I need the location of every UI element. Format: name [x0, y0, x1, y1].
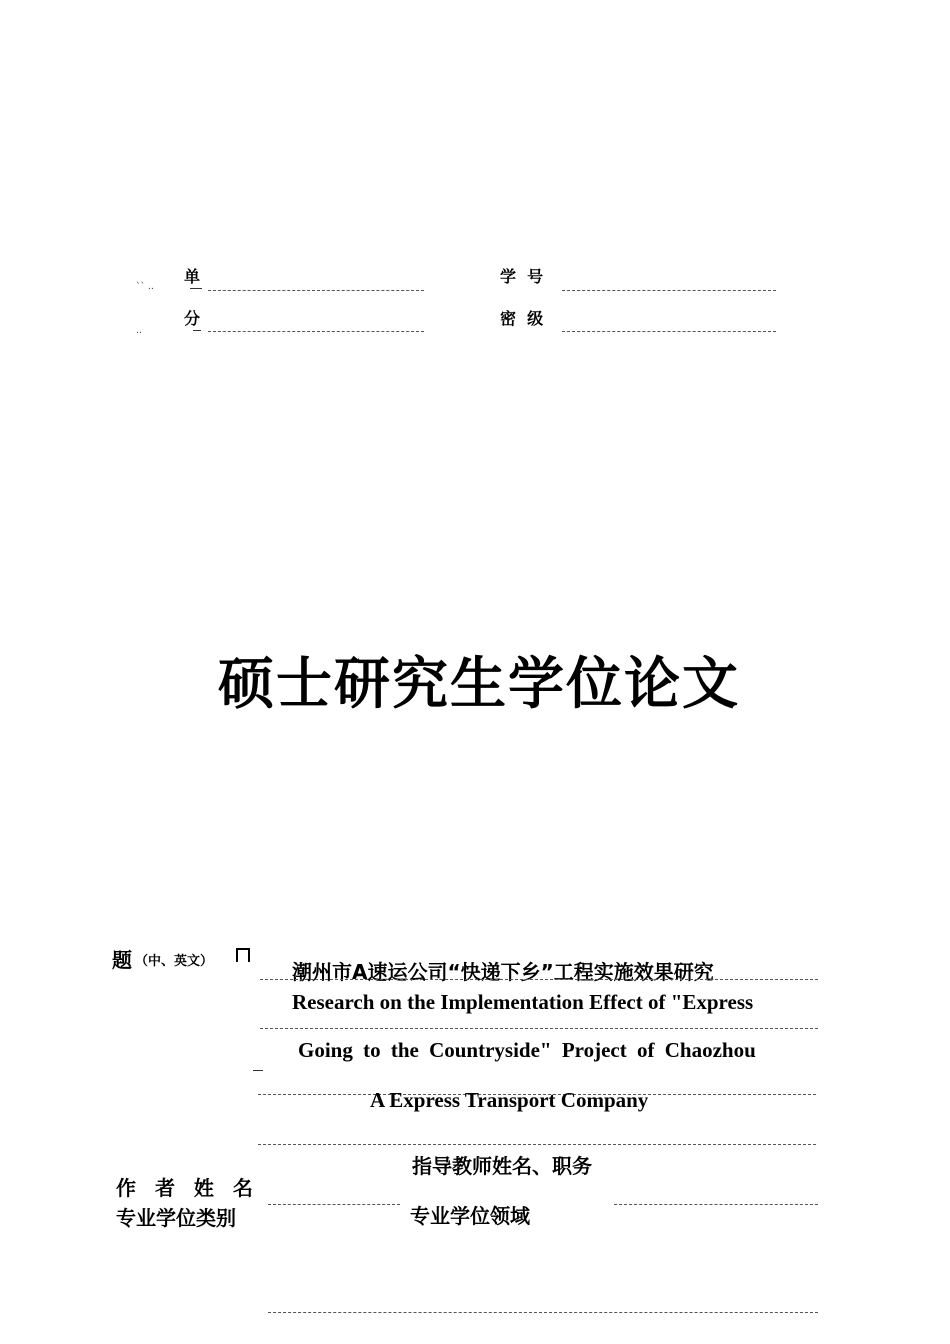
advisor-line	[614, 1204, 818, 1205]
advisor-label: 指导教师姓名、职务	[412, 1154, 592, 1178]
title-en-line-3: A Express Transport Company	[370, 1088, 649, 1112]
label-tick	[190, 288, 202, 289]
author-line	[268, 1204, 400, 1205]
classification-label: 分	[184, 309, 201, 328]
label-tick	[253, 1070, 263, 1071]
title-label: 题	[112, 948, 132, 972]
title-en-line-2: Going to the Countryside" Project of Chaozhou	[298, 1038, 756, 1062]
title-en-line-1: Research on the Implementation Effect of "Express	[292, 990, 754, 1014]
student-id-label: 学 号	[500, 267, 544, 286]
degree-field-label: 专业学位领域	[410, 1204, 530, 1228]
title-label-note: （中、英文）	[135, 954, 214, 969]
degree-type-label: 专业学位类别	[116, 1206, 236, 1230]
stray-mark: ‥	[136, 326, 143, 336]
title-line-2	[260, 1028, 818, 1029]
secret-level-line	[562, 331, 776, 332]
degree-line	[268, 1312, 818, 1313]
secret-level-label: 密 级	[500, 309, 544, 328]
author-label: 作 者 姓 名	[116, 1176, 259, 1200]
label-tick	[193, 330, 201, 331]
bracket-mark	[236, 948, 250, 962]
title-line-1	[260, 979, 818, 980]
title-cn: 潮州市A速运公司“快递下乡”工程实施效果研究	[292, 960, 714, 984]
unit-code-label: 单	[184, 267, 201, 286]
unit-code-line	[208, 290, 424, 291]
title-line-4	[258, 1144, 816, 1145]
student-id-line	[562, 290, 776, 291]
stray-mark: `` ‥	[136, 282, 154, 292]
classification-line	[208, 331, 424, 332]
page-title: 硕士研究生学位论文	[218, 652, 740, 717]
